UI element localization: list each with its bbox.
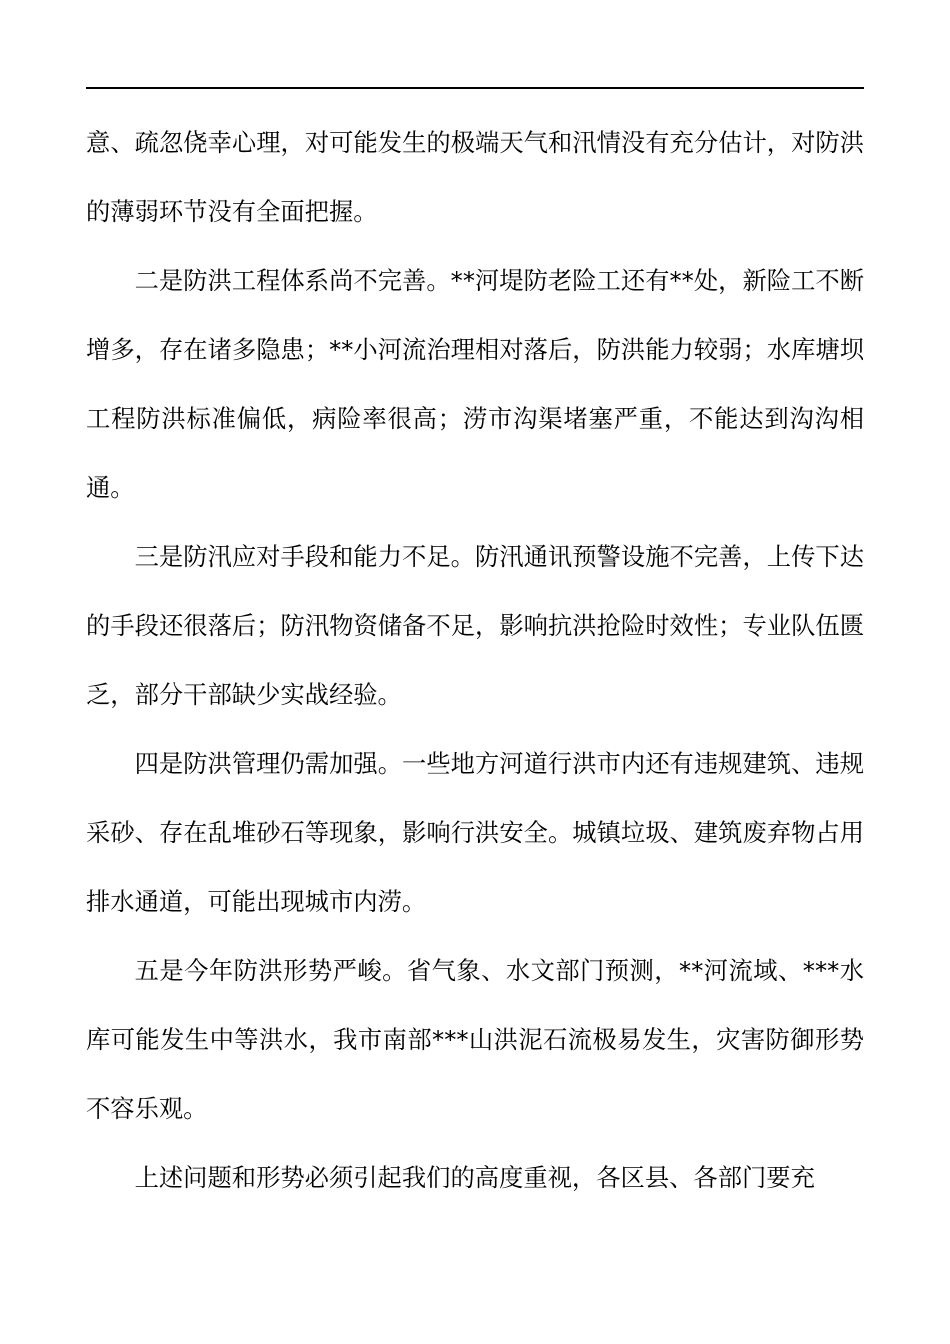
paragraph-point-two: 二是防洪工程体系尚不完善。**河堤防老险工还有**处，新险工不断增多，存在诸多隐患；**小河流治理相对落后，防洪能力较弱；水库塘坝工程防洪标准偏低，病险率很高；涝市沟渠堵塞严重，不能达到沟沟相通。: [86, 266, 864, 502]
paragraph-conclusion: 上述问题和形势必须引起我们的高度重视，各区县、各部门要充: [134, 1163, 815, 1192]
paragraph-point-four: 四是防洪管理仍需加强。一些地方河道行洪市内还有违规建筑、违规采砂、存在乱堆砂石等现象，影响行洪安全。城镇垃圾、建筑废弃物占用排水通道，可能出现城市内涝。: [86, 749, 864, 916]
paragraph-point-three: 三是防汛应对手段和能力不足。防汛通讯预警设施不完善，上传下达的手段还很落后；防汛物资储备不足，影响抗洪抢险时效性；专业队伍匮乏，部分干部缺少实战经验。: [86, 542, 864, 709]
paragraph-point-five: 五是今年防洪形势严峻。省气象、水文部门预测，**河流域、***水库可能发生中等洪水，我市南部***山洪泥石流极易发生，灾害防御形势不容乐观。: [86, 956, 864, 1123]
document-body: [86, 108, 864, 1212]
header-rule: [86, 87, 864, 89]
paragraph-continuation: 意、疏忽侥幸心理，对可能发生的极端天气和汛情没有充分估计，对防洪的薄弱环节没有全面把握。: [86, 128, 864, 226]
